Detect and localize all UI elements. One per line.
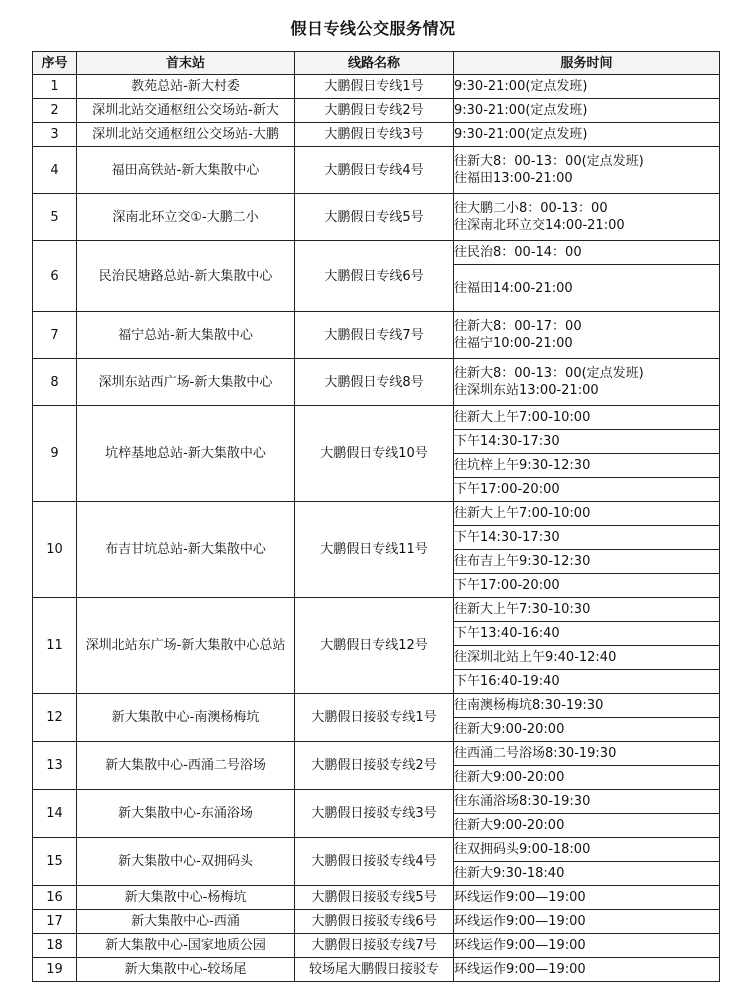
service-time-cell: 环线运作9:00—19:00 [454, 886, 720, 910]
table-row [33, 123, 720, 147]
station-cell: 教苑总站-新大村委 [77, 75, 295, 99]
station-cell: 新大集散中心-国家地质公园 [77, 934, 295, 958]
station-cell: 新大集散中心-西涌二号浴场 [77, 742, 295, 790]
table-row [33, 910, 720, 934]
page-title: 假日专线公交服务情况 [290, 19, 456, 38]
service-time-cell: 往南澳杨梅坑8:30-19:30 [454, 694, 720, 718]
row-number: 8 [33, 359, 77, 406]
table-row [33, 742, 720, 766]
service-time-cell: 往新大9:00-20:00 [454, 718, 720, 742]
line-name-cell: 大鹏假日专线4号 [295, 147, 454, 194]
service-time-cell: 往新大9:30-18:40 [454, 862, 720, 886]
line-name-cell: 较场尾大鹏假日接驳专 [295, 958, 454, 982]
service-time-cell: 下午14:30-17:30 [454, 526, 720, 550]
service-time-cell: 环线运作9:00—19:00 [454, 910, 720, 934]
line-name-cell: 大鹏假日专线10号 [295, 406, 454, 502]
station-cell: 新大集散中心-东涌浴场 [77, 790, 295, 838]
line-name-cell: 大鹏假日专线3号 [295, 123, 454, 147]
service-time-cell: 9:30-21:00(定点发班) [454, 123, 720, 147]
service-time-cell: 往新大8：00-13：00(定点发班) 往福田13:00-21:00 [454, 147, 720, 194]
line-name-cell: 大鹏假日接驳专线4号 [295, 838, 454, 886]
row-number: 7 [33, 312, 77, 359]
table-row [33, 359, 720, 406]
line-name-cell: 大鹏假日专线1号 [295, 75, 454, 99]
station-cell: 深圳北站东广场-新大集散中心总站 [77, 598, 295, 694]
table-row [33, 406, 720, 430]
line-name-cell: 大鹏假日专线11号 [295, 502, 454, 598]
service-time-cell: 往新大8：00-13：00(定点发班) 往深圳东站13:00-21:00 [454, 359, 720, 406]
service-time-cell: 往双拥码头9:00-18:00 [454, 838, 720, 862]
service-time-cell: 往坑梓上午9:30-12:30 [454, 454, 720, 478]
table-row [33, 886, 720, 910]
station-cell: 新大集散中心-双拥码头 [77, 838, 295, 886]
line-name-cell: 大鹏假日专线8号 [295, 359, 454, 406]
service-time-cell: 往布吉上午9:30-12:30 [454, 550, 720, 574]
station-cell: 坑梓基地总站-新大集散中心 [77, 406, 295, 502]
table-row [33, 99, 720, 123]
row-number: 9 [33, 406, 77, 502]
station-cell: 新大集散中心-杨梅坑 [77, 886, 295, 910]
service-time-cell: 9:30-21:00(定点发班) [454, 75, 720, 99]
header-times: 服务时间 [454, 52, 720, 75]
row-number: 17 [33, 910, 77, 934]
service-time-cell: 往新大上午7:30-10:30 [454, 598, 720, 622]
line-name-cell: 大鹏假日接驳专线1号 [295, 694, 454, 742]
row-number: 2 [33, 99, 77, 123]
service-time-cell: 往东涌浴场8:30-19:30 [454, 790, 720, 814]
line-name-cell: 大鹏假日接驳专线7号 [295, 934, 454, 958]
service-time-cell: 往新大9:00-20:00 [454, 814, 720, 838]
table-row [33, 838, 720, 862]
line-name-cell: 大鹏假日接驳专线2号 [295, 742, 454, 790]
table-row [33, 147, 720, 194]
station-cell: 福宁总站-新大集散中心 [77, 312, 295, 359]
row-number: 14 [33, 790, 77, 838]
service-time-cell: 往福田14:00-21:00 [454, 265, 720, 312]
station-cell: 深南北环立交①-大鹏二小 [77, 194, 295, 241]
row-number: 11 [33, 598, 77, 694]
header-no: 序号 [33, 52, 77, 75]
row-number: 6 [33, 241, 77, 312]
row-number: 19 [33, 958, 77, 982]
service-time-cell: 9:30-21:00(定点发班) [454, 99, 720, 123]
line-name-cell: 大鹏假日接驳专线5号 [295, 886, 454, 910]
service-time-cell: 往西涌二号浴场8:30-19:30 [454, 742, 720, 766]
table-row [33, 598, 720, 622]
station-cell: 深圳东站西广场-新大集散中心 [77, 359, 295, 406]
service-time-cell: 往新大上午7:00-10:00 [454, 406, 720, 430]
table-row [33, 194, 720, 241]
table-row [33, 312, 720, 359]
line-name-cell: 大鹏假日专线7号 [295, 312, 454, 359]
header-stations: 首末站 [77, 52, 295, 75]
service-time-cell: 往民治8：00-14：00 [454, 241, 720, 265]
bus-service-table [32, 51, 720, 982]
service-time-cell: 下午13:40-16:40 [454, 622, 720, 646]
row-number: 13 [33, 742, 77, 790]
station-cell: 深圳北站交通枢纽公交场站-新大 [77, 99, 295, 123]
station-cell: 民治民塘路总站-新大集散中心 [77, 241, 295, 312]
table-row [33, 790, 720, 814]
service-time-cell: 环线运作9:00—19:00 [454, 958, 720, 982]
row-number: 18 [33, 934, 77, 958]
service-time-cell: 往新大9:00-20:00 [454, 766, 720, 790]
line-name-cell: 大鹏假日专线12号 [295, 598, 454, 694]
service-time-cell: 往新大上午7:00-10:00 [454, 502, 720, 526]
service-time-cell: 下午16:40-19:40 [454, 670, 720, 694]
table-row [33, 75, 720, 99]
table-row [33, 694, 720, 718]
line-name-cell: 大鹏假日专线2号 [295, 99, 454, 123]
row-number: 4 [33, 147, 77, 194]
line-name-cell: 大鹏假日专线5号 [295, 194, 454, 241]
row-number: 10 [33, 502, 77, 598]
station-cell: 新大集散中心-西涌 [77, 910, 295, 934]
row-number: 15 [33, 838, 77, 886]
table-body [33, 75, 720, 982]
service-time-cell: 往大鹏二小8：00-13：00 往深南北环立交14:00-21:00 [454, 194, 720, 241]
line-name-cell: 大鹏假日接驳专线6号 [295, 910, 454, 934]
header-row [33, 52, 720, 75]
row-number: 5 [33, 194, 77, 241]
station-cell: 新大集散中心-较场尾 [77, 958, 295, 982]
line-name-cell: 大鹏假日专线6号 [295, 241, 454, 312]
row-number: 12 [33, 694, 77, 742]
station-cell: 布吉甘坑总站-新大集散中心 [77, 502, 295, 598]
service-time-cell: 往新大8：00-17：00 往福宁10:00-21:00 [454, 312, 720, 359]
table-row [33, 502, 720, 526]
header-line: 线路名称 [295, 52, 454, 75]
station-cell: 深圳北站交通枢纽公交场站-大鹏 [77, 123, 295, 147]
row-number: 1 [33, 75, 77, 99]
row-number: 16 [33, 886, 77, 910]
table-row [33, 241, 720, 265]
station-cell: 福田高铁站-新大集散中心 [77, 147, 295, 194]
service-time-cell: 下午14:30-17:30 [454, 430, 720, 454]
service-time-cell: 下午17:00-20:00 [454, 478, 720, 502]
table-row [33, 958, 720, 982]
table-row [33, 934, 720, 958]
line-name-cell: 大鹏假日接驳专线3号 [295, 790, 454, 838]
station-cell: 新大集散中心-南澳杨梅坑 [77, 694, 295, 742]
service-time-cell: 下午17:00-20:00 [454, 574, 720, 598]
service-time-cell: 环线运作9:00—19:00 [454, 934, 720, 958]
row-number: 3 [33, 123, 77, 147]
service-time-cell: 往深圳北站上午9:40-12:40 [454, 646, 720, 670]
